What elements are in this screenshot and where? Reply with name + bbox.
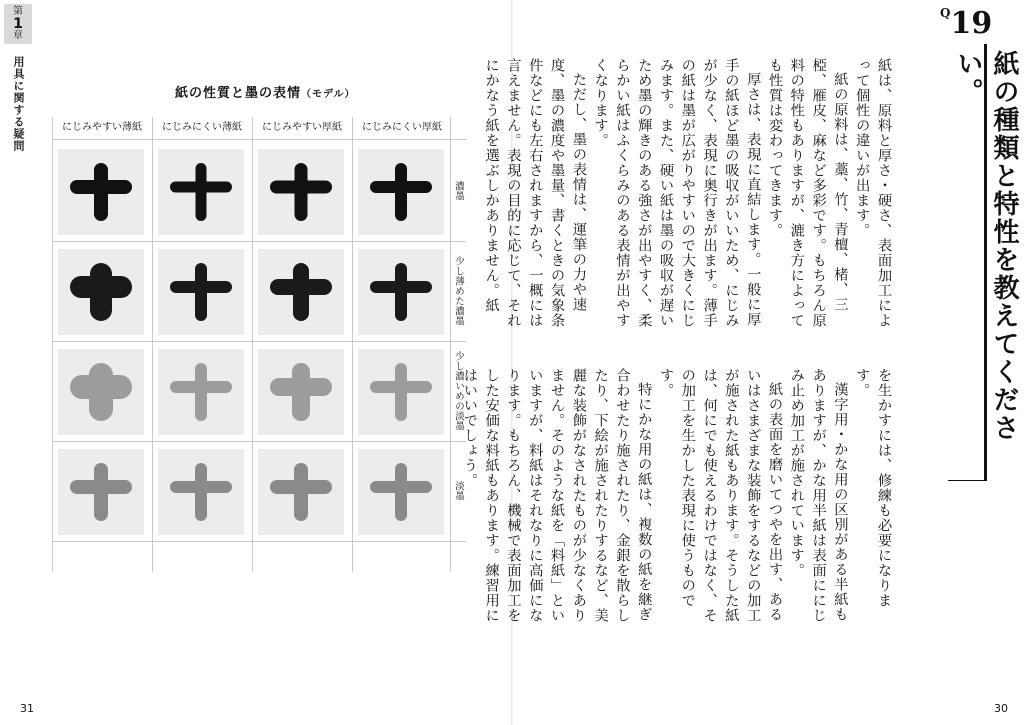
paragraph: を生かすには、修練も必要になります。 [854,368,892,608]
ink-cross-icon [270,363,332,421]
paragraph: ただし、墨の表情は、運筆の力や速度、墨の濃度や墨量、書くときの気象条件などにも左右されますから、一概には言えません。表現の目的に応じて、それにかなう紙を選ぶしかありません。紙 [483,58,587,328]
ink-cross-icon [70,163,132,221]
column-header: にじみやすい厚紙 [252,117,352,140]
question-num: 19 [950,6,993,41]
ink-sample-cell [58,449,144,535]
grid-vline [352,117,353,572]
grid-vline [252,117,253,572]
grid-hline [52,139,466,140]
ink-sample-cell [358,449,444,535]
chapter-tab-bottom: 章 [13,30,23,41]
ink-cross-icon [170,363,232,421]
ink-sample-cell [358,149,444,235]
ink-sample-cell [258,249,344,335]
row-label: 少し薄めた濃墨 [453,256,464,326]
grid-vline [52,117,53,572]
grid-hline [52,241,466,242]
grid-hline [52,541,466,542]
ink-sample-cell [358,249,444,335]
body-text-upper [480,58,894,340]
row-label: 濃墨 [453,181,464,201]
paragraph: 紙の原料は、藁、竹、青檀、楮、三椏、雁皮、麻など多彩です。もちろん原料の特性もありますが、漉き方によっても性質は変わってきます。 [767,58,849,328]
right-page [461,0,1024,725]
ink-sample-cell [358,349,444,435]
paragraph: 厚さは、表現に直結します。一般に厚手の紙ほど墨の吸収がいいため、にじみが少なく、表現に奥行きが出ます。薄手の紙は墨が広がりやすいので大きくにじみます。また、硬い紙は墨の吸収が遅いため墨の輝きのある強さが出やすく、柔らかい紙はふくらみのある表情が出やすくなります。 [592,58,762,328]
ink-sample-cell [258,349,344,435]
grid-hline [52,341,466,342]
ink-cross-icon [170,263,232,321]
ink-sample-cell [258,149,344,235]
grid-vline [450,117,451,572]
ink-cross-icon [370,263,432,321]
page-number-left: 31 [20,702,34,715]
ink-cross-icon [370,463,432,521]
column-header: にじみにくい薄紙 [152,117,252,140]
ink-cross-icon [270,463,332,521]
figure-title [175,82,356,101]
ink-sample-cell [158,149,244,235]
ink-cross-icon [370,163,432,221]
figure-subtitle: （モデル） [301,89,356,100]
ink-sample-cell [58,249,144,335]
ink-cross-icon [170,463,232,521]
chapter-label: 用具に関する疑問 [12,56,25,152]
paragraph: 特にかな用の紙は、複数の紙を継ぎ合わせたり施されたり、金銀を散らしたり、下絵が施されたりするなど、美麗な装飾がなされたものが少なくありません。そのような紙を「料紙」といいますが、料紙はそれなりに高価になります。もちろん、機械で表面加工をした安価な料紙もあります。練習用にはいいでしょう。 [461,368,653,623]
ink-sample-cell [158,249,244,335]
page-number-right: 30 [994,702,1008,715]
ink-cross-icon [70,263,132,321]
question-title-box [948,44,1019,481]
grid-hline [52,441,466,442]
ink-cross-icon [370,363,432,421]
grid-vline [152,117,153,572]
row-label: 少し濃いめの淡墨 [453,351,464,431]
ink-sample-cell [58,149,144,235]
row-label: 淡墨 [453,481,464,501]
figure-title-main: 紙の性質と墨の表情 [175,86,302,101]
chapter-number: 1 [13,16,23,32]
question-number [940,6,992,41]
paragraph: 漢字用・かな用の区別がある半紙もありますが、かな用半紙は表面ににじみ止め加工が施されています。 [788,368,849,623]
ink-cross-icon [270,163,332,221]
ink-sample-cell [158,349,244,435]
ink-cross-icon [270,263,332,321]
ink-cross-icon [70,363,132,421]
question-q: Q [940,6,951,20]
body-text-lower [458,368,894,634]
chapter-tab [4,4,32,44]
ink-paper-grid [52,117,466,572]
question-title: 紙の種類と特性を教えてください。 [953,50,1019,442]
ink-cross-icon [70,463,132,521]
ink-cross-icon [170,163,232,221]
column-header: にじみにくい厚紙 [352,117,452,140]
ink-sample-cell [58,349,144,435]
ink-sample-cell [258,449,344,535]
paragraph: 紙は、原料と厚さ・硬さ、表面加工によって個性の違いが出ます。 [854,58,892,328]
ink-sample-cell [158,449,244,535]
chapter-tab-top: 第 [13,6,23,17]
paragraph: 紙の表面を磨いてつやを出す、あるいはさまざまな装飾をするなどの加工が施された紙もあります。そうした紙は、何にでも使えるわけではなく、その加工を生かした表現に使うものです。 [658,368,784,623]
column-header: にじみやすい薄紙 [52,117,152,140]
